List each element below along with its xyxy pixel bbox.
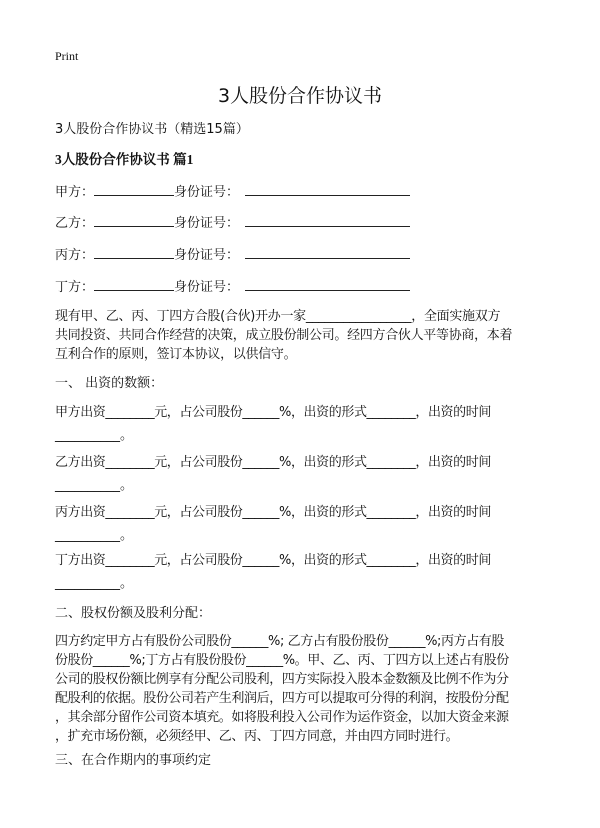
party-row: [55, 183, 410, 201]
id-label: 身份证号：: [174, 216, 240, 231]
section2-line: 公司的股权份额比例享有分配公司股利，四方实际投入股本金数额及比例不作为分: [55, 672, 509, 687]
section2-line: 四方约定甲方占有股份公司股份______%; 乙方占有股份股份______%;丙方占有股: [55, 634, 504, 649]
section-heading: 3人股份合作协议书 篇1: [55, 152, 194, 167]
party-row: [55, 214, 410, 232]
name-blank: [94, 278, 174, 291]
party-row: [55, 278, 410, 296]
id-label: 身份证号：: [174, 248, 240, 263]
section2-title: 二、股权份额及股利分配：: [55, 606, 212, 621]
contribution-line: 乙方出资________元，占公司股份______%，出资的形式________，出资的时间: [55, 455, 491, 470]
intro-line: 共同投资、共同合作经营的决策，成立股份制公司。经四方合伙人平等协商，本着: [55, 328, 513, 343]
page-title: 3人股份合作协议书: [217, 85, 383, 107]
party-row: [55, 246, 410, 264]
id-blank: [245, 214, 410, 227]
intro-line: 互利合作的原则，签订本协议，以供信守。: [55, 347, 297, 362]
section2-line: 份股份______%;丁方占有股份股份______%。甲、乙、丙、丁四方以上述占有股份: [55, 653, 509, 668]
subtitle: 3人股份合作协议书（精选15篇）: [55, 122, 249, 137]
id-label: 身份证号：: [174, 280, 240, 295]
section2-line: 配股利的依据。股份公司若产生利润后，四方可以提取可分得的利润，按股份分配: [55, 691, 509, 706]
contribution-line: __________。: [55, 428, 134, 443]
contribution-line: __________。: [55, 576, 134, 591]
section2-line: ，其余部分留作公司资本填充。如将股利投入公司作为运作资金，以加大资金来源: [55, 710, 509, 725]
name-blank: [94, 214, 174, 227]
party-label: 丁方：: [55, 280, 95, 295]
id-blank: [245, 278, 410, 291]
party-label: 甲方：: [55, 185, 95, 200]
name-blank: [94, 246, 174, 259]
section3-title: 三、在合作期内的事项约定: [55, 753, 212, 768]
print-link[interactable]: Print: [55, 49, 79, 63]
party-label: 丙方：: [55, 248, 95, 263]
section2-line: ，扩充市场份额，必须经甲、乙、丙、丁四方同意，并由四方同时进行。: [55, 729, 459, 744]
contribution-line: __________。: [55, 478, 134, 493]
section1-title: 一、 出资的数额：: [55, 376, 164, 391]
contribution-line: 丁方出资________元，占公司股份______%，出资的形式________，出资的时间: [55, 553, 491, 568]
id-label: 身份证号：: [174, 185, 240, 200]
id-blank: [245, 246, 410, 259]
party-label: 乙方：: [55, 216, 95, 231]
contribution-line: 甲方出资________元，占公司股份______%，出资的形式________，出资的时间: [55, 405, 491, 420]
id-blank: [245, 183, 410, 196]
contribution-line: __________。: [55, 528, 134, 543]
name-blank: [94, 183, 174, 196]
contribution-line: 丙方出资________元，占公司股份______%，出资的形式________，出资的时间: [55, 505, 491, 520]
intro-line: 现有甲、乙、丙、丁四方合股(合伙)开办一家_________________，全面实施双方: [55, 309, 501, 324]
